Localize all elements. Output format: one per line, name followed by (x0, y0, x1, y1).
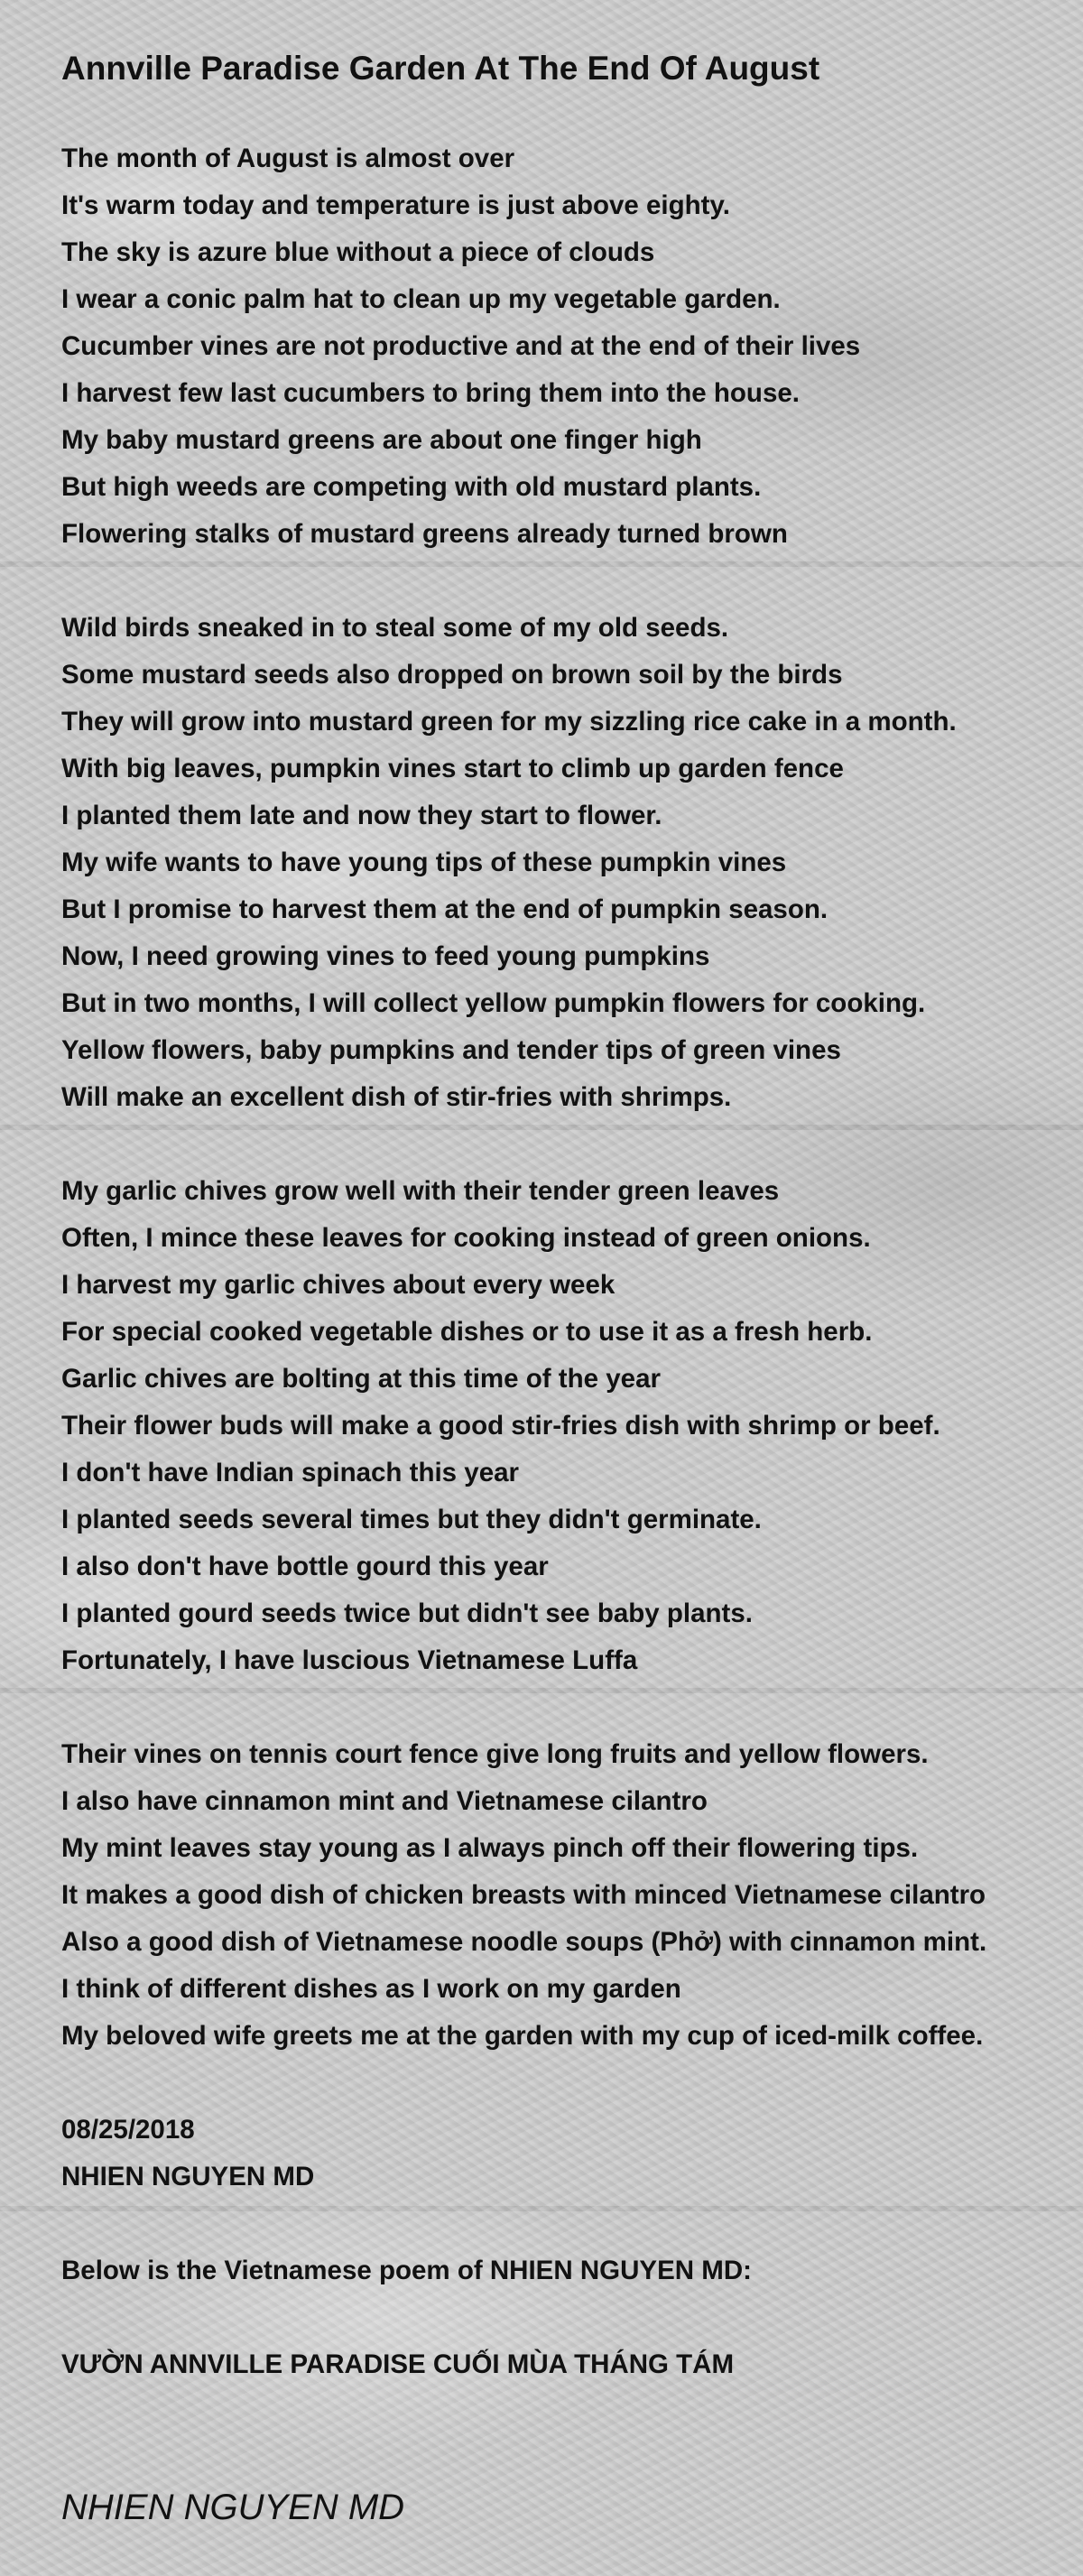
poem-line: Their flower buds will make a good stir-fries dish with shrimp or beef. (61, 1411, 940, 1441)
poem-line: I planted gourd seeds twice but didn't see baby plants. (61, 1598, 753, 1628)
poem-line: With big leaves, pumpkin vines start to climb up garden fence (61, 754, 844, 783)
poem-line: The month of August is almost over (61, 144, 515, 173)
poem-line: I harvest my garlic chives about every week (61, 1270, 616, 1300)
poem-line: Flowering stalks of mustard greens already turned brown (61, 519, 788, 549)
poem-line: For special cooked vegetable dishes or to use it as a fresh herb. (61, 1317, 873, 1347)
poem-line: Yellow flowers, baby pumpkins and tender tips of green vines (61, 1035, 841, 1065)
poem-line: I wear a conic palm hat to clean up my vegetable garden. (61, 284, 781, 314)
poem-line: Their vines on tennis court fence give long fruits and yellow flowers. (61, 1739, 929, 1769)
stanza-4 (61, 1731, 986, 2060)
poem-line: Will make an excellent dish of stir-fries with shrimps. (61, 1082, 732, 1112)
poem-title: Annville Paradise Garden At The End Of August (61, 50, 820, 87)
stanza-2 (61, 605, 957, 1121)
poem-line: My baby mustard greens are about one finger high (61, 425, 702, 455)
poem-line: Some mustard seeds also dropped on brown soil by the birds (61, 660, 843, 690)
poem-line: But in two months, I will collect yellow pumpkin flowers for cooking. (61, 988, 926, 1018)
poem-line: My garlic chives grow well with their tender green leaves (61, 1176, 780, 1206)
poem-line: I planted seeds several times but they didn't germinate. (61, 1505, 762, 1534)
poem-line: But I promise to harvest them at the end of pumpkin season. (61, 894, 828, 924)
poem-line: They will grow into mustard green for my sizzling rice cake in a month. (61, 707, 957, 737)
poem-line: Also a good dish of Vietnamese noodle soups (Phở) with cinnamon mint. (61, 1927, 987, 1957)
poem-line: I planted them late and now they start to flower. (61, 801, 662, 830)
poem-line: Wild birds sneaked in to steal some of my old seeds. (61, 613, 729, 643)
poem-line: I don't have Indian spinach this year (61, 1458, 519, 1487)
poem-line: My wife wants to have young tips of these pumpkin vines (61, 848, 787, 877)
poem-line: Cucumber vines are not productive and at the end of their lives (61, 331, 861, 361)
poem-line: My beloved wife greets me at the garden with my cup of iced-milk coffee. (61, 2021, 984, 2051)
poem-author: NHIEN NGUYEN MD (61, 2162, 315, 2191)
stanza-1 (61, 135, 860, 558)
poem-line: Now, I need growing vines to feed young pumpkins (61, 941, 710, 971)
vietnamese-poem-title: VƯỜN ANNVILLE PARADISE CUỐI MÙA THÁNG TÁM (61, 2349, 735, 2379)
poem-date: 08/25/2018 (61, 2115, 195, 2145)
vietnamese-poem-note: Below is the Vietnamese poem of NHIEN NGUYEN MD: (61, 2256, 752, 2285)
poem-line: I also don't have bottle gourd this year (61, 1552, 549, 1581)
author-signature: NHIEN NGUYEN MD (61, 2488, 405, 2527)
poem-line: Fortunately, I have luscious Vietnamese Luffa (61, 1645, 638, 1675)
poem-line: Often, I mince these leaves for cooking instead of green onions. (61, 1223, 871, 1253)
poem-line: It makes a good dish of chicken breasts with minced Vietnamese cilantro (61, 1880, 986, 1910)
poem-line: My mint leaves stay young as I always pinch off their flowering tips. (61, 1833, 919, 1863)
poem-line: It's warm today and temperature is just above eighty. (61, 190, 730, 220)
poem-line: But high weeds are competing with old mustard plants. (61, 472, 762, 502)
poem-line: Garlic chives are bolting at this time of the year (61, 1364, 661, 1394)
poem-line: The sky is azure blue without a piece of clouds (61, 237, 655, 267)
poem-line: I harvest few last cucumbers to bring them into the house. (61, 378, 800, 408)
poem-line: I think of different dishes as I work on my garden (61, 1974, 681, 2004)
stanza-3 (61, 1168, 940, 1684)
poem-line: I also have cinnamon mint and Vietnamese cilantro (61, 1786, 708, 1816)
